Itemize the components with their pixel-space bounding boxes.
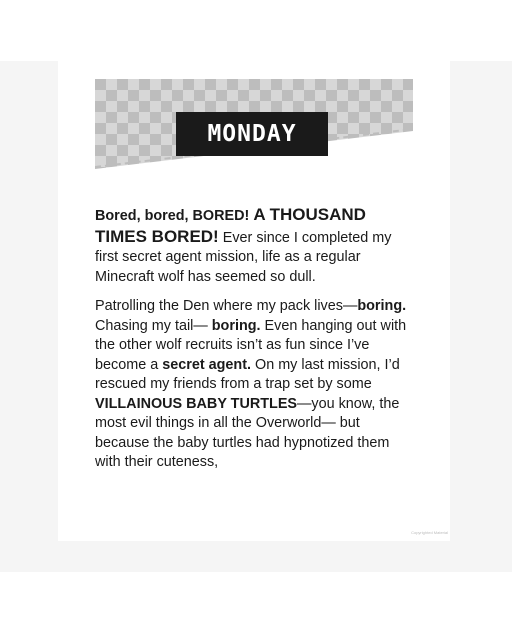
p2-bold-1: boring. [357,298,407,314]
p2-part-1: Patrolling the Den where my pack lives— [95,298,358,314]
story-text [95,205,415,483]
p2-bold-2: boring. [211,317,261,334]
p2-part-4: On my last mission, I’d rescued my friends from a trap set by some [95,356,400,392]
day-heading: MONDAY [176,112,328,156]
paragraph-2 [95,297,415,473]
p1-big-phrase: THOUSAND TIMES BORED! [95,205,366,246]
p1-big-a: A [253,205,266,224]
p1-bold-intro: Bored, bored, BORED! [95,208,250,224]
p2-part-2: Chasing my tail— [95,317,208,334]
p2-part-5: —you know, the most evil things in all the Overworld— but because the baby turtles had hypnotized them with their cuteness, [95,395,400,470]
p2-bold-3: secret agent. [162,356,251,373]
paragraph-1 [95,205,415,287]
p2-part-3: Even hanging out with the other wolf recruits isn’t as fun since I’ve become a [95,317,407,373]
p2-bold-4: VILLAINOUS BABY TURTLES [95,395,298,412]
copyright-notice: Copyrighted Material [411,530,448,535]
p1-rest: Ever since I completed my first secret agent mission, life as a regular Minecraft wolf has seemed so dull. [95,229,392,285]
